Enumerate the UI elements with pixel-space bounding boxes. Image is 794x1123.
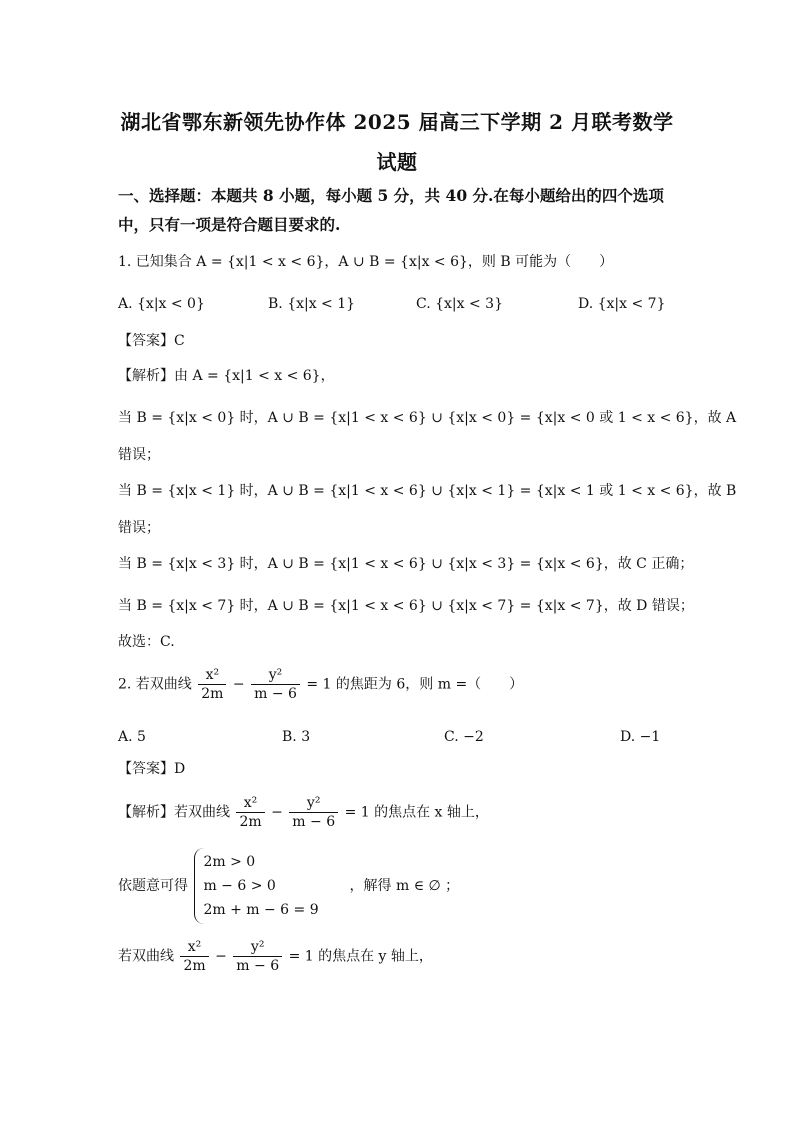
question-1-analysis-line: 错误； bbox=[118, 520, 160, 536]
analysis-suffix: = 1 的焦点在 y 轴上， bbox=[288, 948, 433, 965]
question-2-stem bbox=[118, 666, 523, 703]
analysis-prefix: 【解析】若双曲线 bbox=[118, 804, 230, 821]
fraction-numerator: y² bbox=[251, 666, 300, 685]
fraction-numerator: y² bbox=[289, 794, 338, 813]
question-1-analysis-line: 故选：C. bbox=[118, 634, 175, 650]
fraction-x bbox=[198, 666, 226, 703]
equation-system bbox=[194, 848, 318, 924]
question-2-analysis-line bbox=[118, 794, 489, 831]
analysis-suffix: = 1 的焦点在 x 轴上， bbox=[344, 804, 489, 821]
question-2-option-a: A. 5 bbox=[118, 729, 146, 745]
analysis-prefix: 若双曲线 bbox=[118, 948, 174, 965]
system-prefix: 依题意可得 bbox=[118, 878, 188, 894]
question-2-system bbox=[118, 848, 459, 924]
page-title-continued: 试题 bbox=[376, 150, 418, 174]
fraction-denominator: 2m bbox=[201, 686, 224, 702]
section-heading-line: 中，只有一项是符合题目要求的. bbox=[118, 215, 341, 234]
question-2-option-d: D. −1 bbox=[620, 729, 661, 745]
system-line: m − 6 > 0 bbox=[203, 878, 276, 894]
minus-sign: − bbox=[215, 948, 227, 965]
question-2-answer: 【答案】D bbox=[118, 761, 186, 777]
minus-sign: − bbox=[271, 804, 283, 821]
fraction-denominator: 2m bbox=[239, 814, 262, 830]
fraction-numerator: x² bbox=[180, 938, 208, 957]
fraction-y bbox=[233, 938, 282, 975]
fraction-y bbox=[289, 794, 338, 831]
question-1-analysis-line: 当 B = {x|x < 7} 时，A ∪ B = {x|1 < x < 6} ∪ {x|x < 7} = {x|x < 7}，故 D 错误； bbox=[118, 598, 694, 614]
fraction-x bbox=[236, 794, 264, 831]
question-2-stem-prefix: 2. 若双曲线 bbox=[118, 676, 192, 693]
section-heading-line: 一、选择题：本题共 8 小题，每小题 5 分，共 40 分.在每小题给出的四个选项 bbox=[118, 186, 664, 205]
fraction-x bbox=[180, 938, 208, 975]
question-1-answer: 【答案】C bbox=[118, 333, 185, 349]
fraction-denominator: m − 6 bbox=[236, 958, 280, 974]
page-title: 湖北省鄂东新领先协作体 2025 届高三下学期 2 月联考数学 bbox=[120, 110, 674, 134]
fraction-denominator: m − 6 bbox=[292, 814, 336, 830]
section-heading bbox=[118, 181, 678, 239]
question-2-option-c: C. −2 bbox=[444, 729, 484, 745]
question-1-option-d: D. {x|x < 7} bbox=[578, 296, 666, 312]
fraction-numerator: y² bbox=[233, 938, 282, 957]
question-1-option-b: B. {x|x < 1} bbox=[268, 296, 356, 312]
fraction-numerator: x² bbox=[236, 794, 264, 813]
fraction-numerator: x² bbox=[198, 666, 226, 685]
question-2-analysis-line bbox=[118, 938, 433, 975]
minus-sign: − bbox=[232, 676, 245, 693]
question-2-stem-suffix: = 1 的焦距为 6，则 m =（ ） bbox=[306, 676, 524, 693]
fraction-denominator: 2m bbox=[183, 958, 206, 974]
question-2-option-b: B. 3 bbox=[282, 729, 311, 745]
question-1-analysis-line: 【解析】由 A = {x|1 < x < 6}， bbox=[118, 368, 335, 384]
question-1-option-a: A. {x|x < 0} bbox=[118, 296, 205, 312]
question-1-option-c: C. {x|x < 3} bbox=[416, 296, 503, 312]
question-1-analysis-line: 错误； bbox=[118, 447, 160, 463]
system-line: 2m > 0 bbox=[203, 854, 256, 870]
system-line: 2m + m − 6 = 9 bbox=[203, 902, 319, 918]
question-1-analysis-line: 当 B = {x|x < 1} 时，A ∪ B = {x|1 < x < 6} ∪ {x|x < 1} = {x|x < 1 或 1 < x < 6}，故 B bbox=[118, 483, 737, 499]
fraction-y bbox=[251, 666, 300, 703]
question-1-analysis-line: 当 B = {x|x < 0} 时，A ∪ B = {x|1 < x < 6} ∪ {x|x < 0} = {x|x < 0 或 1 < x < 6}，故 A bbox=[118, 410, 737, 426]
fraction-denominator: m − 6 bbox=[254, 686, 297, 702]
question-1-stem: 1. 已知集合 A = {x|1 < x < 6}，A ∪ B = {x|x < 6}，则 B 可能为（ ） bbox=[118, 254, 614, 270]
question-1-analysis-line: 当 B = {x|x < 3} 时，A ∪ B = {x|1 < x < 6} ∪ {x|x < 3} = {x|x < 6}，故 C 正确； bbox=[118, 556, 694, 572]
system-suffix: ，解得 m ∈ ∅ ； bbox=[349, 878, 460, 894]
